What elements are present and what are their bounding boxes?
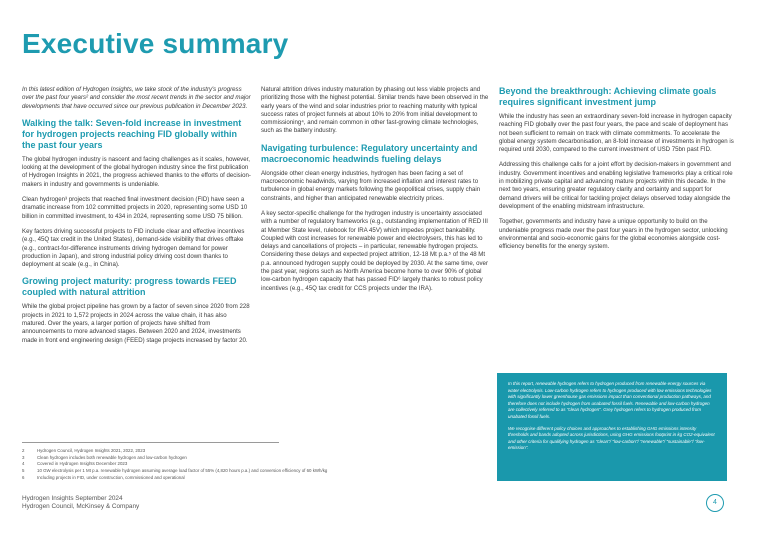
body-paragraph: While the global project pipeline has grown by a factor of seven since 2020 from 228 projects in 2021 to 1,572 projects in 2024 across the value chain, it has also matured. Over the years, a larger portion of projects have shifted from announcements to more advanced stages. Between 2020 and 2024, investments made in front end engineering design (FEED) stage projects increased by factor 20. [22, 303, 250, 344]
footnote [22, 455, 492, 462]
publication-title: Hydrogen Insights September 2024 [22, 495, 123, 502]
definition-text: In this report, renewable hydrogen refers to hydrogen produced from renewable energy sources via water electrolysis. Low-carbon hydrogen refers to hydrogen produced with low emissions technologies with significantly lower greenhouse gas emissions impact than conventional production pathways, and therefore does not include hydrogen from unabated fossil fuels. Renewable and low-carbon hydrogen are collectively referred to as "clean hydrogen". Grey hydrogen refers to hydrogen produced from unabated fossil fuels. [508, 381, 712, 419]
column-right [499, 86, 735, 258]
footnote-text: 10 GW electrolysis per 1 Mt p.a. renewable hydrogen assuming average load factor of 55% (4,820 hours p.a.) and conversion efficiency of 60 kWh/kg [37, 468, 328, 474]
column-left [22, 86, 252, 352]
footnote-text: Hydrogen Council, Hydrogen Insights 2021, 2022, 2023 [37, 448, 146, 453]
body-paragraph: Together, governments and industry have a unique opportunity to build on the undeniable progress made over the past four years in the hydrogen sector, unlocking environmental and socio-economic gains for the global economies alongside cost-efficiency benefits for the energy system. [499, 218, 728, 251]
footnote-number: 4 [22, 461, 25, 467]
section-heading-walking-the-talk: Walking the talk: Seven-fold increase in investment for hydrogen projects reaching FID globally within the past four years [22, 117, 242, 150]
body-paragraph: Addressing this challenge calls for a joint effort by decision-makers in government and industry. Government incentives and enabling legislative frameworks play a critical role in mobilizing private capital and advancing mature projects within this decade. In the next two years, ensuring greater regulatory clarity and certainty and support for demand drivers will be critical for tackling project delays observed today alongside the development of the enabling midstream infrastructure. [499, 161, 733, 210]
intro-paragraph: In this latest edition of Hydrogen Insights, we take stock of the industry's progress over the past four years² and consider the most recent trends in the sector and major developments that have occurred since our previous publication in December 2023. [22, 86, 251, 110]
definition-text: We recognise different policy choices and approaches to establishing GHG emissions intensity thresholds and bands adopted across jurisdictions, using GHG emissions footprint in kg CO2-equivalent and other criteria for qualifying hydrogen as "clean"/ "low-carbon"/ "renewable"/ "sustainable"/ "low-emission". [508, 425, 715, 451]
footnote-number: 3 [22, 454, 25, 460]
publication-authors: Hydrogen Council, McKinsey & Company [22, 503, 140, 511]
body-paragraph: Natural attrition drives industry maturation by phasing out less viable projects and prioritizing those with the highest potential. Similar trends have been observed in the early years of the wind and solar industries prior to reaching maturity with typical success rates of project funnels at about 10% to 20% from initial development to commissioning⁴, and remain common in other fast-growing climate technologies, such as the battery industry. [261, 86, 489, 135]
footnote-number: 6 [22, 474, 25, 480]
body-paragraph: While the industry has seen an extraordinary seven-fold increase in hydrogen capacity reaching FID globally over the past four years, the pace and scale of deployment has not been sufficient to remain on track with climate commitments. To accelerate the global energy system decarbonisation, an 8-fold increase of investments in hydrogen is required until 2030, compared to the current investment of USD 75bn past FID. [499, 113, 734, 154]
footnote [22, 468, 492, 475]
section-heading-project-maturity: Growing project maturity: progress towards FEED coupled with natural attrition [22, 276, 237, 298]
footnote-text: Including projects in FID, under construction, commissioned and operational [37, 474, 185, 480]
body-paragraph: The global hydrogen industry is nascent and facing challenges as it scales, however, looking at the development of the global hydrogen industry since the first publication of Hydrogen Insights in 2021, the progress achieved thanks to the efforts of decision-makers in industry and governments is undeniable. [22, 155, 251, 188]
footnote [22, 461, 492, 468]
footnote-text: Covered in Hydrogen Insights December 2023 [37, 461, 128, 467]
publication-info [22, 495, 139, 511]
page-title: Executive summary [22, 28, 289, 59]
page-number-badge: 4 [706, 494, 724, 512]
body-paragraph: Clean hydrogen³ projects that reached final investment decision (FID) have seen a dramatic increase from 102 committed projects in 2020, representing some USD 10 billion in committed investment, to 434 in 2024, representing some USD 75 billion. [22, 196, 248, 220]
section-heading-beyond-breakthrough: Beyond the breakthrough: Achieving climate goals requires significant investment jump [499, 86, 717, 107]
footnote-number: 2 [22, 448, 25, 453]
footnote [22, 475, 492, 482]
column-middle [261, 86, 489, 300]
footnote [22, 448, 492, 455]
body-paragraph: Alongside other clean energy industries, hydrogen has been facing a set of macroeconomic headwinds, varying from increased inflation and interest rates to turbulence in global energy markets following the geopolitical crises, supply chain constraints, and higher than anticipated renewable electricity prices. [261, 169, 481, 202]
footnote-divider [22, 442, 279, 443]
section-heading-navigating-turbulence: Navigating turbulence: Regulatory uncertainty and macroeconomic headwinds fueling delays [261, 142, 478, 164]
footnotes-list [22, 448, 492, 482]
footnote-text: Clean hydrogen includes both renewable hydrogen and low-carbon hydrogen [37, 454, 187, 460]
body-paragraph: A key sector-specific challenge for the hydrogen industry is uncertainty associated with a number of regulatory frameworks (e.g., outstanding implementation of RED III at Member State level, rulebook for IRA 45V) which impedes project bankability. Coupled with cost increases for renewable power and electrolysers, this has led to delays and cancellations of projects – in particular, renewable hydrogen projects. Considering these delays and expected project attrition, 12-18 Mt p.a.⁵ of the 48 Mt p.a. announced hydrogen supply could be deployed by 2030. At the same time, over the past year, regions such as North America become home to over 90% of global low-carbon hydrogen capacity that has passed FID⁶ largely thanks to robust policy incentives (e.g., 45Q tax credit for CCS projects under the IRA). [261, 209, 488, 292]
body-paragraph: Key factors driving successful projects to FID include clear and effective incentives (e.g., 45Q tax credit in the United States), demand-side visibility that drives offtake (e.g., contract-for-difference instruments driving hydrogen demand for power production in Japan), and strong industrial policy driving cost down thanks to deployment at scale (e.g., in China). [22, 227, 245, 269]
footnote-number: 5 [22, 468, 25, 474]
definition-callout-box [497, 373, 727, 481]
